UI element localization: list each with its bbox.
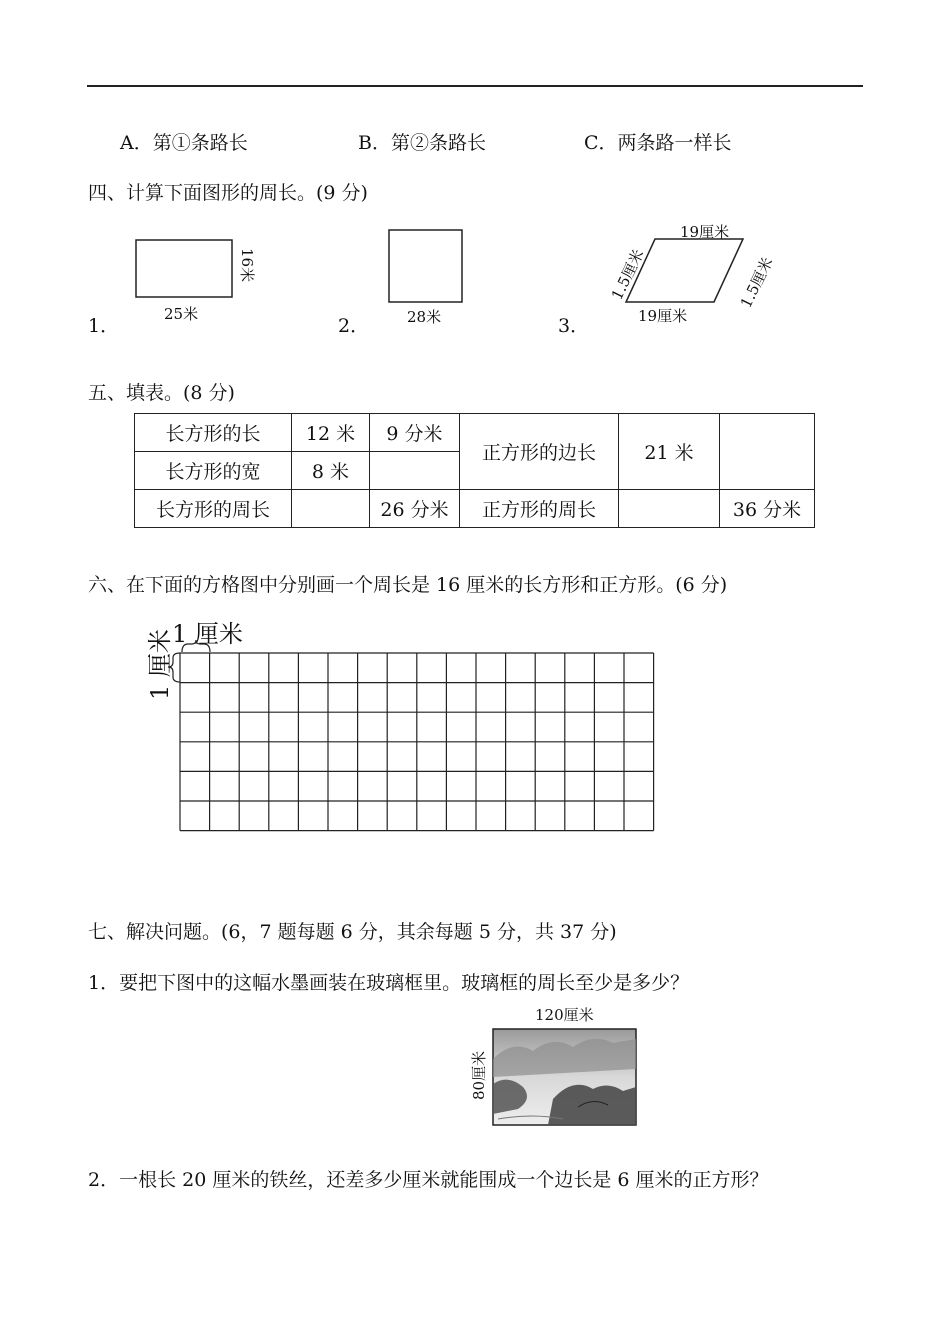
table-cell: 12 米 xyxy=(292,414,370,452)
table-cell: 正方形的边长 xyxy=(460,414,619,490)
fig3-bottom-label: 19厘米 xyxy=(638,307,688,325)
table-cell: 9 分米 xyxy=(370,414,460,452)
option-a: A．第①条路长 xyxy=(120,132,248,154)
fig1-bottom-label: 25米 xyxy=(164,305,199,323)
table-cell: 21 米 xyxy=(619,414,720,490)
ink-painting xyxy=(493,1029,638,1127)
fig1-rectangle xyxy=(136,240,236,300)
fig2-square xyxy=(389,230,464,305)
question-1: 1．要把下图中的这幅水墨画装在玻璃框里。玻璃框的周长至少是多少？ xyxy=(88,972,690,994)
unit-label-horizontal: 1 厘米 xyxy=(172,620,243,648)
fig3-left-label: 1.5厘米 xyxy=(607,246,648,303)
option-c: C．两条路一样长 xyxy=(584,132,732,154)
table-cell: 36 分米 xyxy=(720,490,815,528)
unit-label-vertical: 1 厘米 xyxy=(146,629,174,700)
table-cell: 长方形的宽 xyxy=(135,452,292,490)
painting-width-label: 120厘米 xyxy=(535,1006,594,1024)
table-cell: 长方形的长 xyxy=(135,414,292,452)
fig3-number: 3． xyxy=(558,315,590,337)
table-cell[interactable] xyxy=(370,452,460,490)
fill-table xyxy=(134,413,815,528)
table-cell: 8 米 xyxy=(292,452,370,490)
drawing-grid[interactable] xyxy=(180,653,656,831)
table-row xyxy=(135,414,815,452)
section6-title: 六、在下面的方格图中分别画一个周长是 16 厘米的长方形和正方形。(6 分) xyxy=(88,574,728,596)
table-cell[interactable] xyxy=(292,490,370,528)
question-2: 2．一根长 20 厘米的铁丝，还差多少厘米就能围成一个边长是 6 厘米的正方形？ xyxy=(88,1169,769,1191)
fig2-number: 2． xyxy=(338,315,370,337)
fig1-number: 1． xyxy=(88,315,120,337)
table-cell[interactable] xyxy=(720,414,815,490)
section7-title: 七、解决问题。(6，7 题每题 6 分，其余每题 5 分，共 37 分) xyxy=(88,921,617,943)
option-b: B．第②条路长 xyxy=(358,132,486,154)
table-cell: 正方形的周长 xyxy=(460,490,619,528)
fig1-side-label: 16米 xyxy=(238,248,256,283)
section4-title: 四、计算下面图形的周长。(9 分) xyxy=(88,182,368,204)
fig2-bottom-label: 28米 xyxy=(407,308,442,326)
top-rule xyxy=(87,85,863,87)
fig3-right-label: 1.5厘米 xyxy=(736,254,777,311)
table-cell: 26 分米 xyxy=(370,490,460,528)
painting-height-label: 80厘米 xyxy=(470,1050,488,1100)
section5-title: 五、填表。(8 分) xyxy=(88,382,235,404)
fig3-top-label: 19厘米 xyxy=(680,223,730,241)
table-row xyxy=(135,490,815,528)
table-cell: 长方形的周长 xyxy=(135,490,292,528)
table-cell[interactable] xyxy=(619,490,720,528)
